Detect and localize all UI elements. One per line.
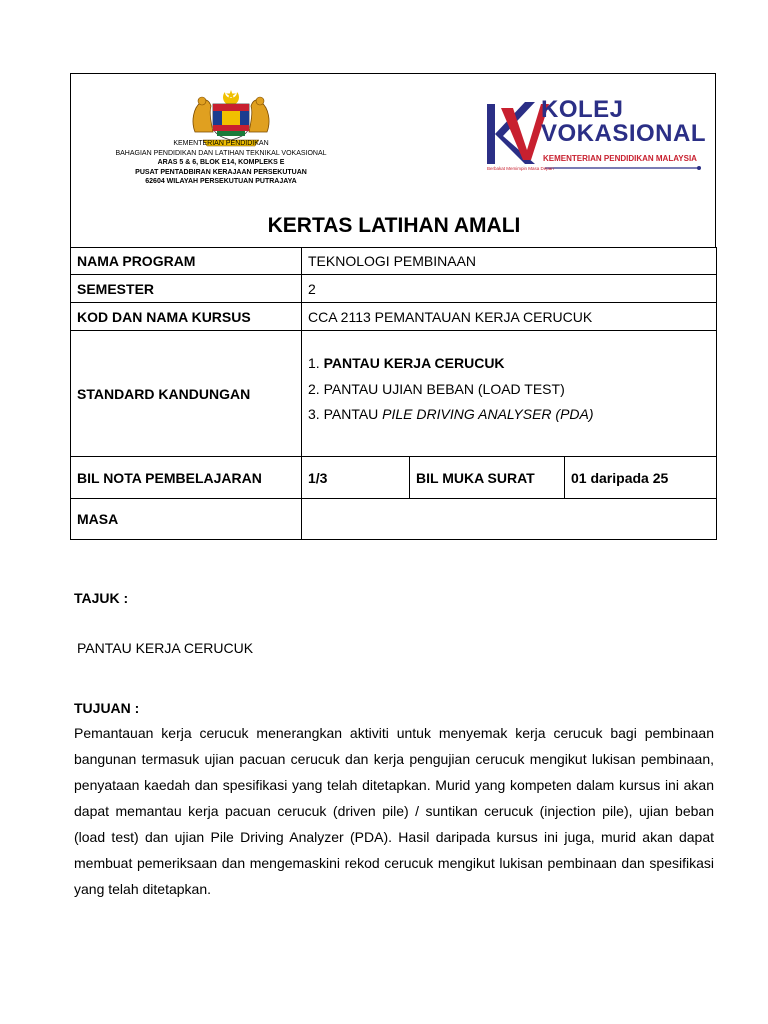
ministry-line: ARAS 5 & 6, BLOK E14, KOMPLEKS E xyxy=(157,159,285,166)
logo-line2: VOKASIONAL xyxy=(541,120,707,147)
standard-item-text: PANTAU KERJA CERUCUK xyxy=(323,355,505,372)
standard-list xyxy=(308,351,710,428)
tujuan-paragraph: Pemantauan kerja cerucuk menerangkan aktiviti untuk menyemak kerja cerucuk bagi pembinaan bangunan termasuk ujian pacuan cerucuk dan kerja pengujian cerucuk mengikut lukisan pembinaan, penyataan kaedah dan spesifikasi yang telah ditetapkan. Murid yang kompeten dalam kursus ini akan dapat memantau kerja pacuan cerucuk (driven pile) / suntikan cerucuk (injection pile), ujian beban (load test) dan ujian Pile Driving Analyzer (PDA). Hasil daripada kursus ini juga, murid akan dapat membuat pemeriksaan dan mengemaskini rekod cerucuk mengikut lukisan pembinaan dan spesifikasi yang telah ditetapkan. xyxy=(74,725,714,897)
standard-item-number: 3. PANTAU xyxy=(308,406,383,423)
tujuan-label: TUJUAN : xyxy=(74,700,140,716)
ministry-address xyxy=(71,139,371,187)
standard-item-number: 2. xyxy=(308,380,324,397)
muka-surat-value: 01 daripada 25 xyxy=(565,457,717,499)
document-header xyxy=(70,73,716,247)
semester-label: SEMESTER xyxy=(71,275,302,303)
masa-label: MASA xyxy=(71,499,302,540)
logo-tagline: Berbakat Memimpin Masa Depan xyxy=(487,166,554,171)
logo-subtitle: KEMENTERIAN PENDIDIKAN MALAYSIA xyxy=(543,154,697,163)
program-value: TEKNOLOGI PEMBINAAN xyxy=(302,248,717,275)
kursus-value: CCA 2113 PEMANTAUAN KERJA CERUCUK xyxy=(302,303,717,331)
table-row xyxy=(71,499,717,540)
masa-value xyxy=(302,499,717,540)
nota-value: 1/3 xyxy=(302,457,410,499)
ministry-line: PUSAT PENTADBIRAN KERAJAAN PERSEKUTUAN xyxy=(135,168,307,176)
standard-value xyxy=(302,331,717,457)
table-row xyxy=(71,248,717,275)
kursus-label: KOD DAN NAMA KURSUS xyxy=(71,303,302,331)
standard-item-text: PILE DRIVING ANALYSER (PDA) xyxy=(382,406,594,423)
standard-item-number: 1. xyxy=(308,355,324,372)
list-item xyxy=(308,402,710,428)
ministry-line: 62604 WILAYAH PERSEKUTUAN PUTRAJAYA xyxy=(145,178,297,185)
table-row xyxy=(71,457,717,499)
table-row xyxy=(71,275,717,303)
tajuk-value: PANTAU KERJA CERUCUK xyxy=(77,640,254,656)
list-item xyxy=(308,377,710,403)
standard-label: STANDARD KANDUNGAN xyxy=(71,331,302,457)
semester-value: 2 xyxy=(302,275,717,303)
tajuk-label: TAJUK : xyxy=(74,590,129,606)
program-label: NAMA PROGRAM xyxy=(71,248,302,275)
course-info-table xyxy=(70,247,717,540)
ministry-line: KEMENTERIAN PENDIDIKAN xyxy=(173,140,269,147)
table-row xyxy=(71,331,717,457)
standard-item-text: PANTAU UJIAN BEBAN (LOAD TEST) xyxy=(323,380,565,397)
nota-label: BIL NOTA PEMBELAJARAN xyxy=(71,457,302,499)
table-row xyxy=(71,303,717,331)
document-title: KERTAS LATIHAN AMALI xyxy=(267,214,521,237)
logo-line1: KOLEJ xyxy=(541,96,624,123)
ministry-line: BAHAGIAN PENDIDIKAN DAN LATIHAN TEKNIKAL VOKASIONAL xyxy=(115,149,327,157)
muka-surat-label: BIL MUKA SURAT xyxy=(410,457,565,499)
list-item xyxy=(308,351,710,377)
